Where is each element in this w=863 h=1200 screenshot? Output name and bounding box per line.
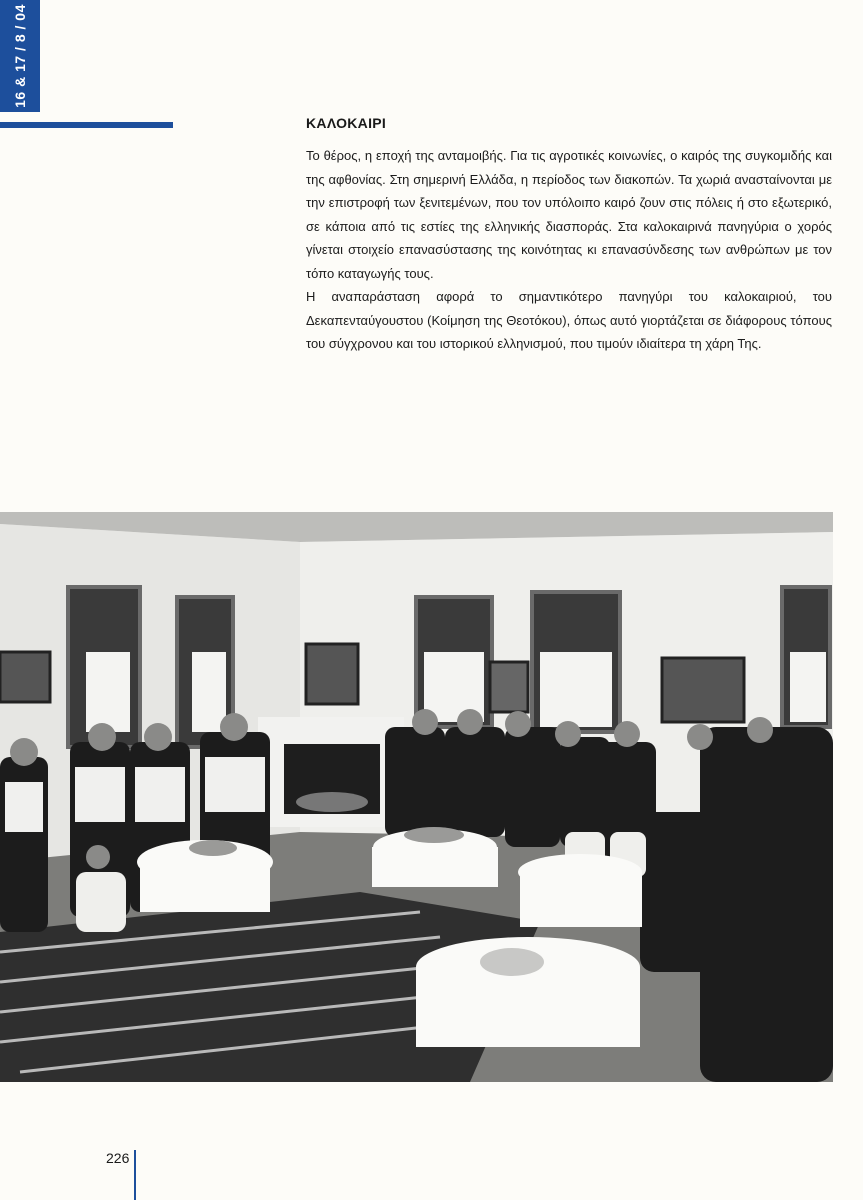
page-number: 226 [106,1150,130,1166]
section-title: ΚΑΛΟΚΑΙΡΙ [306,115,387,131]
footer-rule [134,1150,136,1200]
header-rule [0,122,173,128]
issue-date-label: 16 & 17 / 8 / 04 [12,4,29,108]
issue-date-tab [0,0,40,112]
article-paragraph: Η αναπαράσταση αφορά το σημαντικότερο πανηγύρι του καλοκαιριού, του Δεκαπενταύγουστου (Κοίμηση της Θεοτόκου), όπως αυτό γιορτάζεται σε διάφορους τόπους του σύγχρονου και του ιστορικού ελληνισμού, που τιμούν ιδιαίτερα τη χάρη Της. [306,289,832,351]
article-paragraph: Το θέρος, η εποχή της ανταμοιβής. Για τις αγροτικές κοινωνίες, ο καιρός της συγκομιδής και της αφθονίας. Στη σημερινή Ελλάδα, η περίοδος των διακοπών. Τα χωριά ανασταίνονται με την επιστροφή των ξενιτεμένων, που τον υπόλοιπο καιρό ζουν στις πόλεις ή στο εξωτερικό, σε κάποια από τις εστίες της ελληνικής διασποράς. Στα καλοκαιρινά πανηγύρια ο χορός γίνεται στοιχείο επανασύστασης της κοινότητας κι επανασύνδεσης των ανθρώπων με τον τόπο καταγωγής τους. [306,148,832,281]
celebration-photo [0,512,833,1082]
photo-illustration [0,512,833,1082]
article-body [306,144,832,356]
